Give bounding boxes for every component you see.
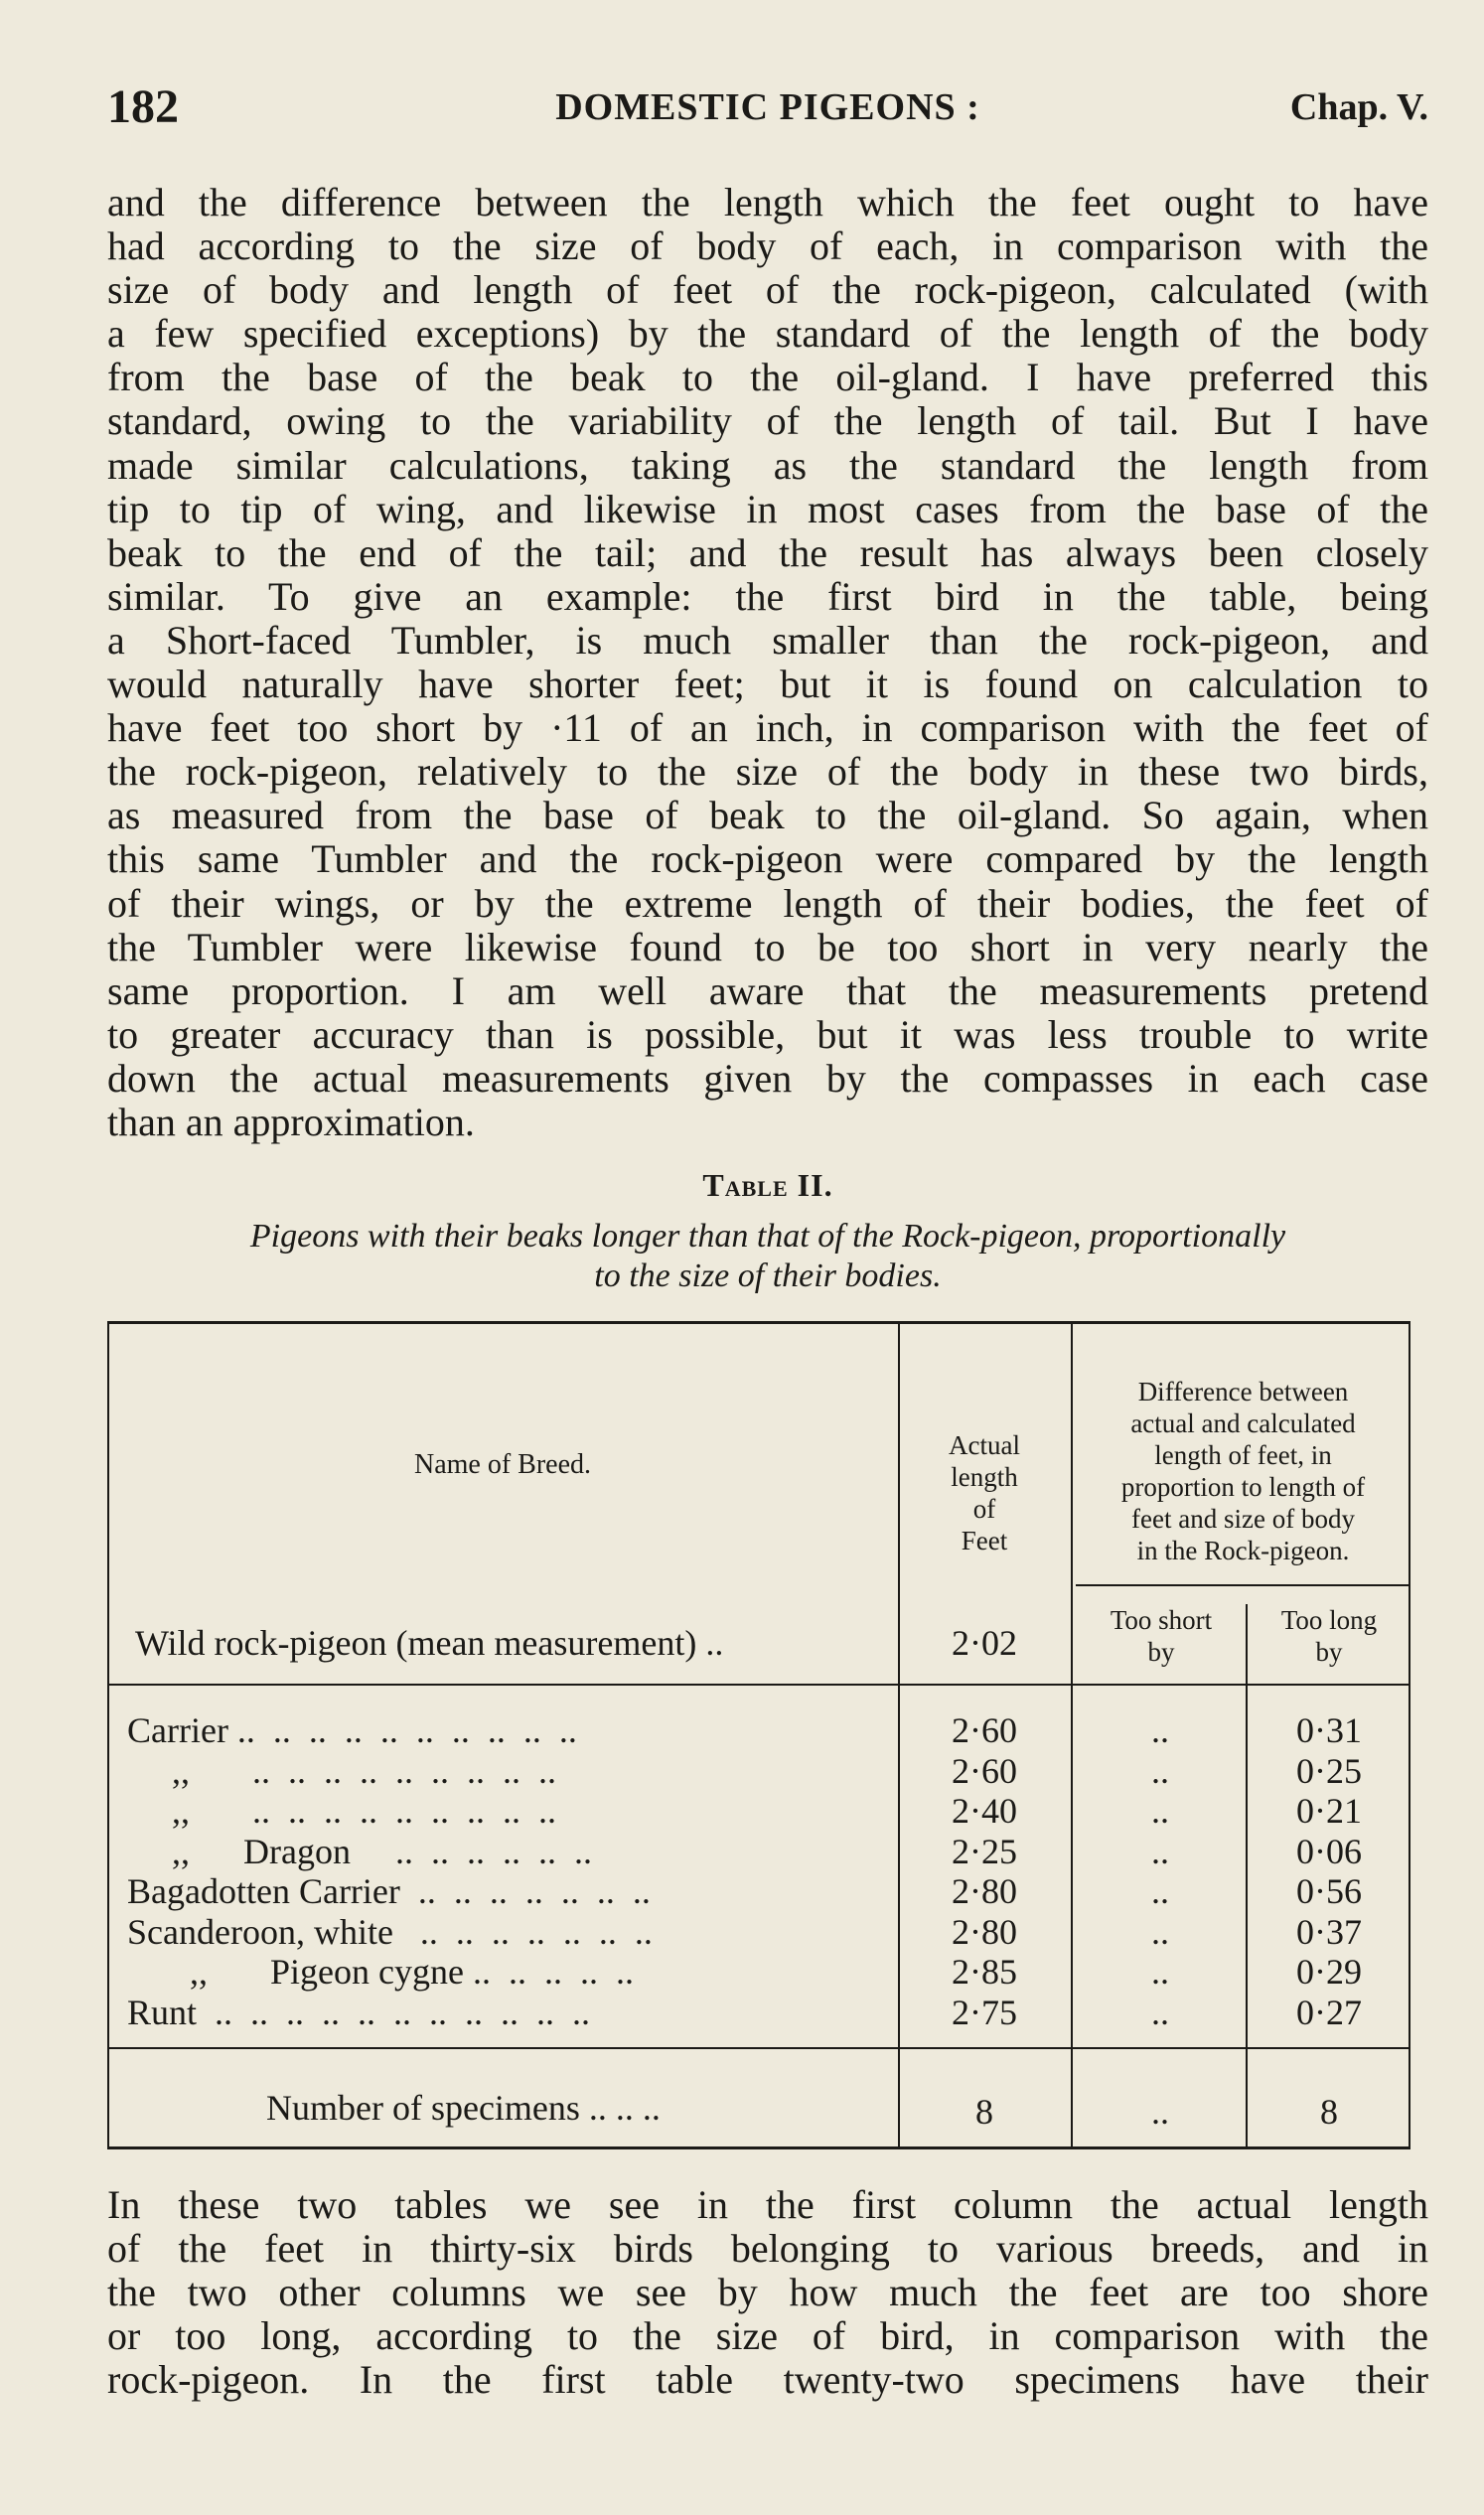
header-diff-line: Difference between — [1137, 1377, 1349, 1406]
paragraph-intro — [107, 181, 1428, 1144]
paragraph-intro-line: a few specified exceptions) by the standard of the length of the body — [107, 311, 1428, 357]
table-title: Table II. — [702, 1167, 833, 1203]
table-caption-line-2: to the size of their bodies. — [594, 1258, 942, 1294]
header-actual-line: Feet — [961, 1526, 1008, 1555]
breed-name: ,, .. .. .. .. .. .. .. .. .. — [127, 1750, 556, 1791]
too-short: .. — [1151, 1871, 1169, 1911]
table-rule-diff-sub — [1076, 1584, 1410, 1586]
page-number: 182 — [107, 80, 179, 133]
too-long: 0·25 — [1296, 1750, 1362, 1791]
header-diff-line: proportion to length of — [1120, 1472, 1366, 1502]
actual-length: 2·60 — [952, 1710, 1017, 1750]
paragraph-conclusion-line: the two other columns we see by how much the feet are too shore — [107, 2270, 1428, 2315]
paragraph-intro-line: than an approximation. — [107, 1099, 475, 1144]
paragraph-intro-line: down the actual measurements given by the compasses in each case — [107, 1055, 1428, 1101]
table-rule-total — [107, 2047, 1410, 2049]
header-actual-length — [902, 1429, 1067, 1556]
breed-name: Bagadotten Carrier .. .. .. .. .. .. .. — [127, 1871, 651, 1911]
paragraph-conclusion — [107, 2183, 1428, 2402]
actual-length: 2·85 — [952, 1952, 1017, 1992]
too-long: 0·06 — [1296, 1831, 1362, 1871]
paragraph-intro-line: standard, owing to the variability of the length of tail. But I have — [107, 398, 1428, 444]
actual-length: 2·60 — [952, 1750, 1017, 1791]
paragraph-intro-line: as measured from the base of beak to the oil-gland. So again, when — [107, 793, 1428, 838]
specimens-actual: 8 — [975, 2092, 993, 2132]
breed-name: Runt .. .. .. .. .. .. .. .. .. .. .. — [127, 1992, 591, 2032]
running-title: DOMESTIC PIGEONS : — [555, 86, 980, 128]
paragraph-conclusion-line: of the feet in thirty-six birds belonging to various breeds, and in — [107, 2226, 1428, 2272]
breed-name: ,, Dragon .. .. .. .. .. .. — [127, 1831, 592, 1871]
header-diff-line: in the Rock-pigeon. — [1136, 1536, 1350, 1565]
header-short-line: Too short — [1110, 1605, 1213, 1635]
paragraph-intro-line: made similar calculations, taking as the standard the length from — [107, 442, 1428, 488]
header-diff-line: actual and calculated — [1130, 1408, 1356, 1438]
too-short: .. — [1151, 1791, 1169, 1831]
header-short-line: by — [1147, 1637, 1175, 1667]
too-short: .. — [1151, 1750, 1169, 1791]
paragraph-intro-line: the rock-pigeon, relatively to the size of the body in these two birds, — [107, 749, 1428, 795]
paragraph-intro-line: beak to the end of the tail; and the result has always been closely — [107, 529, 1428, 575]
header-too-long — [1248, 1604, 1410, 1668]
header-long-line: Too long — [1280, 1605, 1378, 1635]
too-short: .. — [1151, 1952, 1169, 1992]
too-short: .. — [1151, 1831, 1169, 1871]
too-long: 0·37 — [1296, 1911, 1362, 1952]
header-actual-line: of — [972, 1494, 996, 1524]
breed-name: ,, Pigeon cygne .. .. .. .. .. — [127, 1952, 634, 1992]
wild-rock-pigeon-label: Wild rock-pigeon (mean measurement) .. — [135, 1623, 724, 1663]
header-difference — [1076, 1376, 1410, 1566]
paragraph-conclusion-line: In these two tables we see in the first column the actual length — [107, 2182, 1428, 2227]
header-long-line: by — [1315, 1637, 1343, 1667]
specimens-label: Number of specimens .. .. .. — [266, 2088, 661, 2128]
breed-name: Carrier .. .. .. .. .. .. .. .. .. .. — [127, 1710, 577, 1750]
paragraph-intro-line: would naturally have shorter feet; but it is found on calculation to — [107, 662, 1428, 707]
too-short: .. — [1151, 1992, 1169, 2032]
too-long: 0·27 — [1296, 1992, 1362, 2032]
too-short: .. — [1151, 1710, 1169, 1750]
actual-length: 2·80 — [952, 1911, 1017, 1952]
paragraph-intro-line: a Short-faced Tumbler, is much smaller than the rock-pigeon, and — [107, 617, 1428, 663]
too-long: 0·21 — [1296, 1791, 1362, 1831]
book-page — [107, 60, 1428, 2483]
actual-length: 2·80 — [952, 1871, 1017, 1911]
actual-length: 2·25 — [952, 1831, 1017, 1871]
paragraph-intro-line: had according to the size of body of each, in comparison with the — [107, 223, 1428, 269]
paragraph-intro-line: size of body and length of feet of the rock-pigeon, calculated (with — [107, 267, 1428, 313]
paragraph-intro-line: to greater accuracy than is possible, but it was less trouble to write — [107, 1011, 1428, 1057]
running-header — [107, 79, 1428, 139]
too-long: 0·56 — [1296, 1871, 1362, 1911]
too-short: .. — [1151, 1911, 1169, 1952]
measurement-table — [107, 1321, 1410, 2149]
paragraph-intro-line: and the difference between the length which the feet ought to have — [107, 180, 1428, 224]
too-long: 0·29 — [1296, 1952, 1362, 1992]
table-rule-header-bottom — [107, 1684, 1410, 1686]
table-rule-actual — [1071, 1324, 1073, 2146]
paragraph-intro-line: tip to tip of wing, and likewise in most cases from the base of the — [107, 486, 1428, 531]
header-actual-line: Actual — [949, 1430, 1020, 1460]
table-caption-line-1: Pigeons with their beaks longer than that of the Rock-pigeon, proportionally — [249, 1218, 1286, 1255]
paragraph-conclusion-line: or too long, according to the size of bird, in comparison with the — [107, 2313, 1428, 2359]
specimens-short: .. — [1151, 2092, 1169, 2132]
paragraph-intro-line: same proportion. I am well aware that the measurements pretend — [107, 967, 1428, 1013]
header-too-short — [1076, 1604, 1247, 1668]
header-diff-line: feet and size of body — [1131, 1504, 1355, 1534]
actual-length: 2·75 — [952, 1992, 1017, 2032]
header-breed: Name of Breed. — [413, 1449, 592, 1480]
header-diff-line: length of feet, in — [1154, 1440, 1332, 1470]
paragraph-conclusion-line: rock-pigeon. In the first table twenty-two specimens have their — [107, 2357, 1428, 2403]
paragraph-intro-line: similar. To give an example: the first bird in the table, being — [107, 573, 1428, 619]
breed-name: Scanderoon, white .. .. .. .. .. .. .. — [127, 1911, 653, 1952]
table-caption — [107, 1217, 1428, 1296]
too-long: 0·31 — [1296, 1710, 1362, 1750]
specimens-long: 8 — [1320, 2092, 1338, 2132]
table-rule-breed — [898, 1324, 900, 2146]
paragraph-intro-line: the Tumbler were likewise found to be too short in very nearly the — [107, 924, 1428, 969]
chapter-label: Chap. V. — [1289, 86, 1428, 128]
breed-name: ,, .. .. .. .. .. .. .. .. .. — [127, 1791, 556, 1831]
actual-length: 2·40 — [952, 1791, 1017, 1831]
paragraph-intro-line: have feet too short by ·11 of an inch, in comparison with the feet of — [107, 705, 1428, 751]
paragraph-intro-line: this same Tumbler and the rock-pigeon were compared by the length — [107, 836, 1428, 882]
wild-rock-pigeon-value: 2·02 — [952, 1623, 1017, 1663]
paragraph-intro-line: of their wings, or by the extreme length of their bodies, the feet of — [107, 880, 1428, 926]
header-actual-line: length — [951, 1462, 1018, 1492]
paragraph-intro-line: from the base of the beak to the oil-gland. I have preferred this — [107, 355, 1428, 400]
table-rule-left — [107, 1324, 109, 2146]
